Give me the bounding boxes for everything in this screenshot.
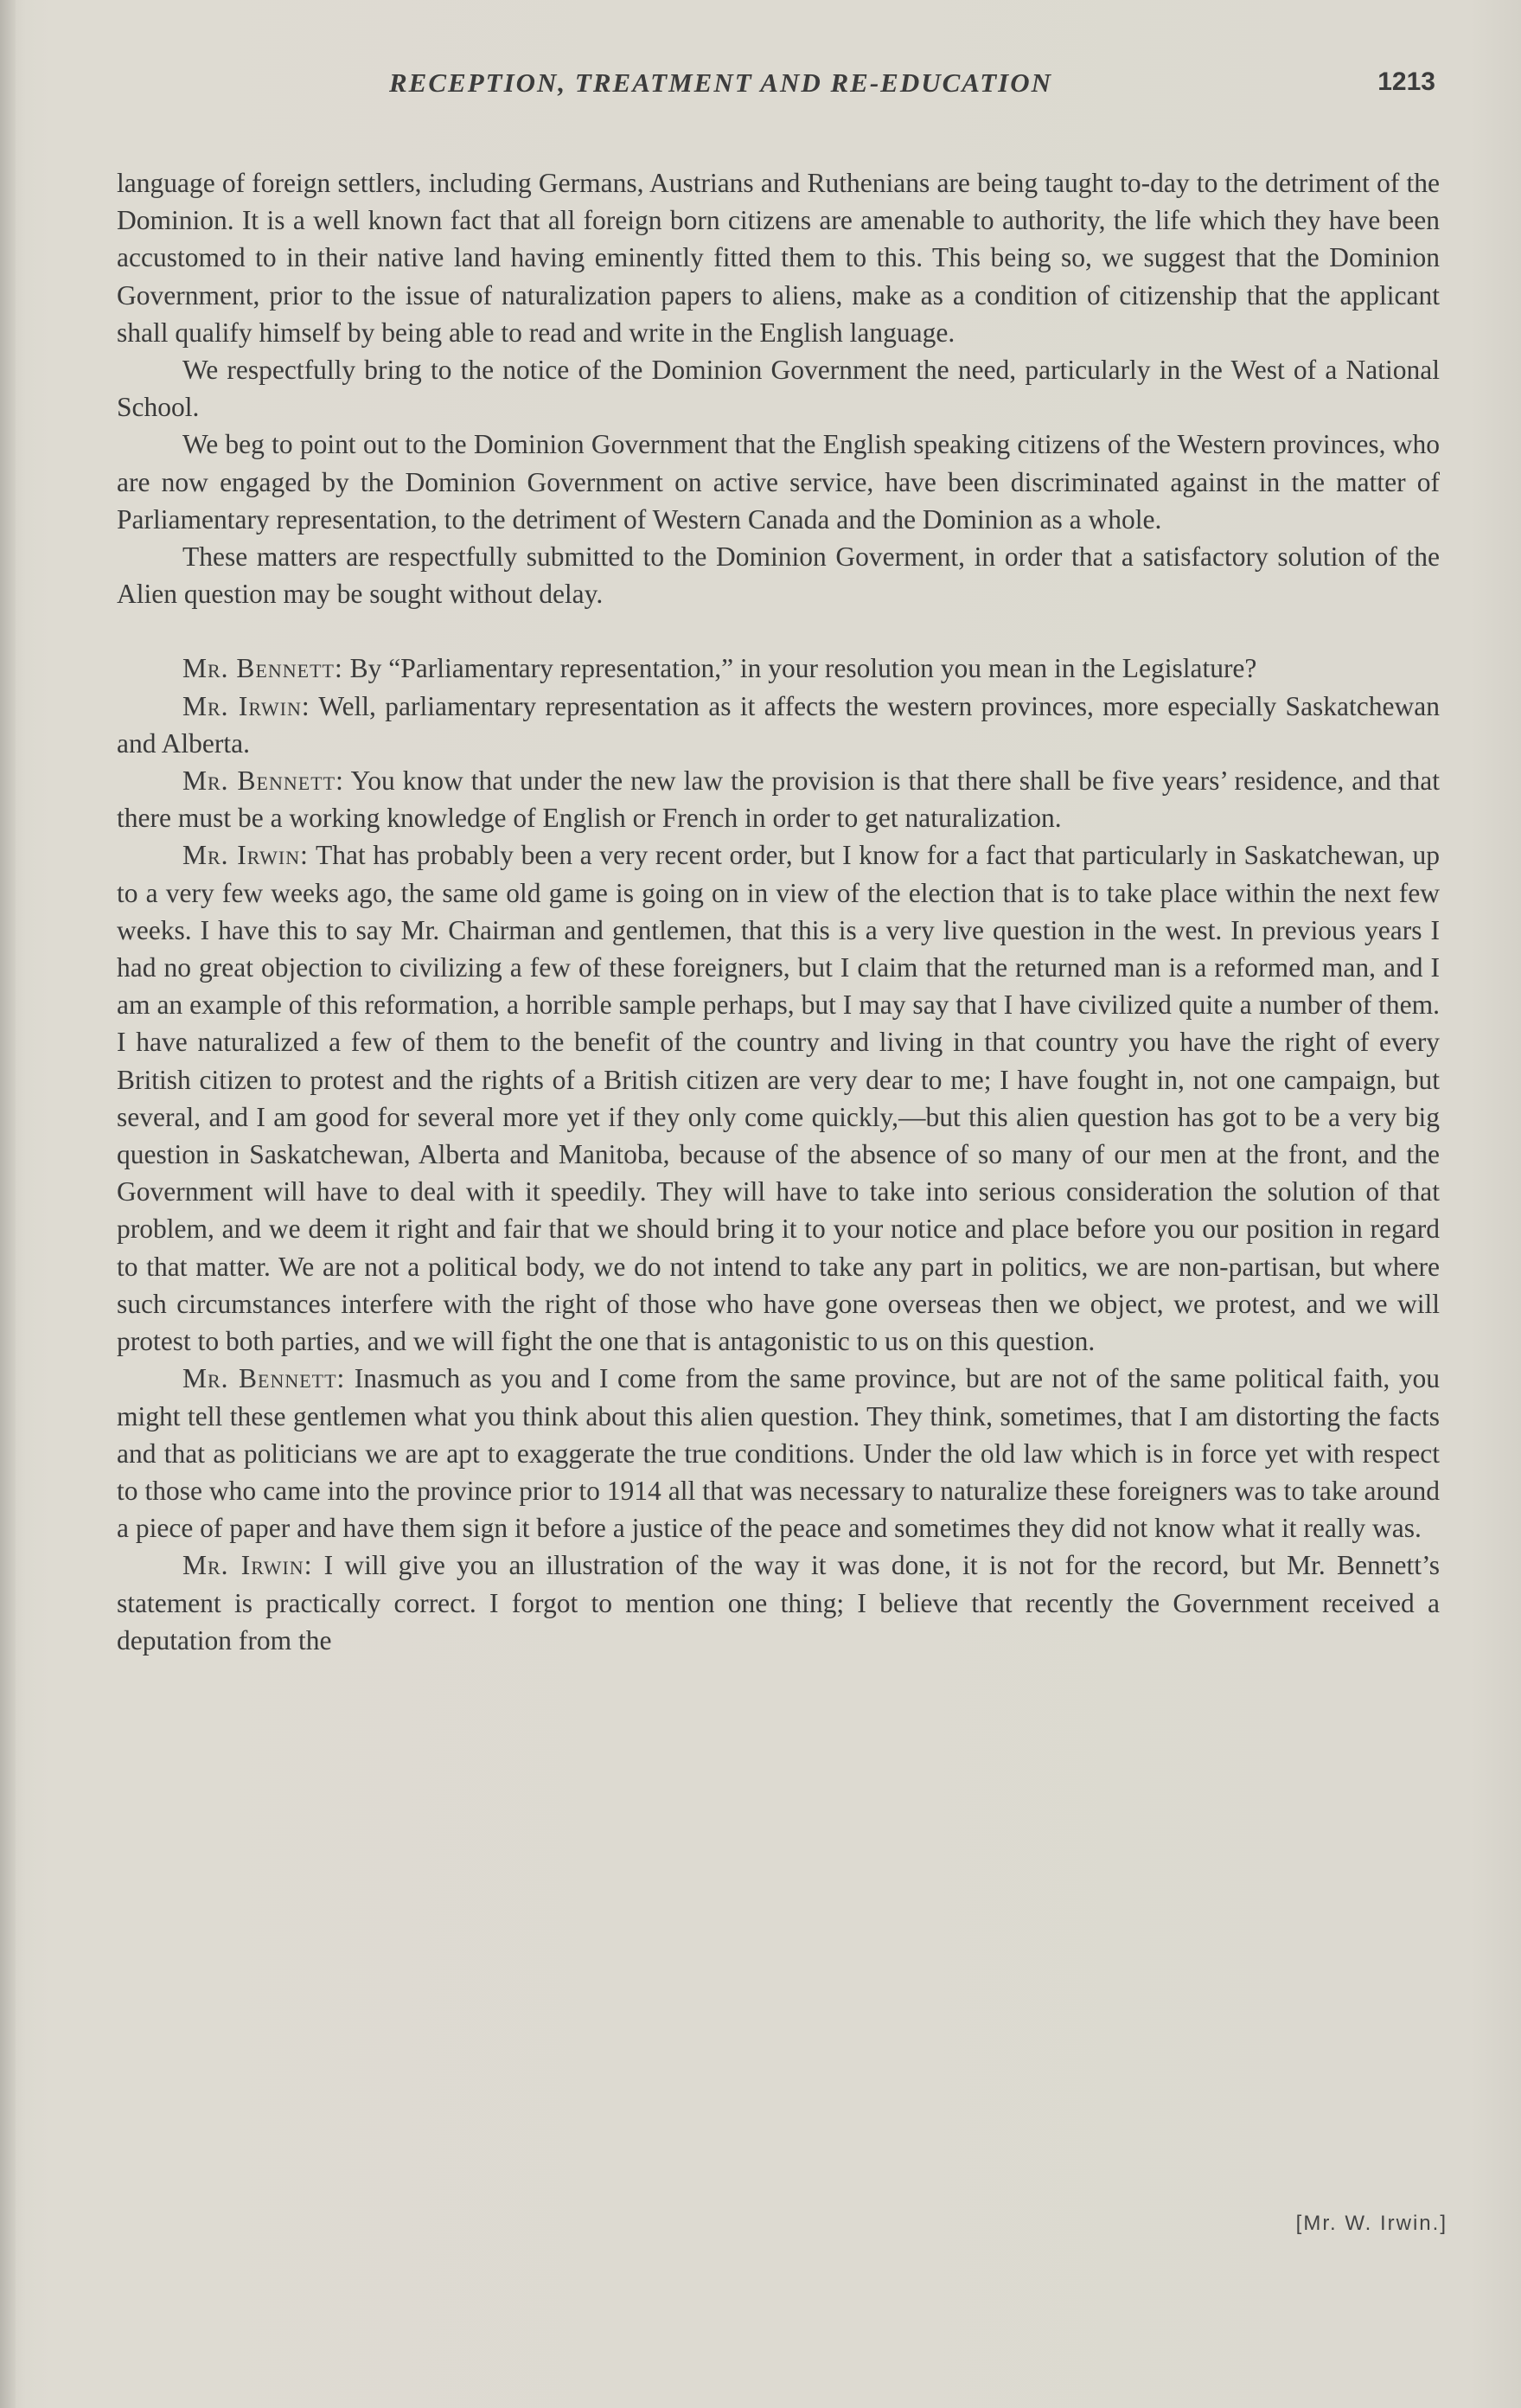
dialogue-paragraph	[117, 762, 1440, 836]
paragraph: These matters are respectfully submitted to the Dominion Goverment, in order that a satisfactory solution of the Alien question may be sought without delay.	[117, 541, 1440, 610]
paragraph: We respectfully bring to the notice of the Dominion Government the need, particularly in the West of a National School.	[117, 355, 1440, 423]
speech-text: Well, parliamentary representation as it affects the western provinces, more especially Saskatchewan and Alberta.	[117, 690, 1440, 759]
speaker-name: Mr. Irwin:	[182, 840, 309, 871]
speaker-reference: [Mr. W. Irwin.]	[1295, 2212, 1448, 2235]
speaker-name: Mr. Bennett:	[182, 1363, 346, 1394]
speaker-name: Mr. Irwin:	[182, 1550, 313, 1581]
body-text	[117, 164, 1440, 1659]
dialogue-paragraph	[117, 1547, 1440, 1659]
speaker-name: Mr. Bennett:	[182, 653, 343, 684]
speaker-name: Mr. Bennett:	[182, 765, 344, 797]
page-number: 1213	[1377, 67, 1435, 96]
speech-text: You know that under the new law the provision is that there shall be five years’ residence, and that there must be a working knowledge of English or French in order to get naturalization.	[117, 765, 1440, 834]
dialogue-paragraph	[117, 650, 1440, 687]
dialogue-paragraph	[117, 836, 1440, 1360]
dialogue-paragraph	[117, 1360, 1440, 1547]
page-header	[112, 67, 1435, 119]
paragraph: language of foreign settlers, including Germans, Austrians and Ruthenians are being taught to-day to the detriment of the Dominion. It is a well known fact that all foreign born citizens are amenable to authority, the life which they have been accustomed to in their native land having eminently fitted them to this. This being so, we suggest that the Dominion Government, prior to the issue of naturalization papers to aliens, make as a condition of citizenship that the applicant shall qualify himself by being able to read and write in the English language.	[117, 168, 1440, 348]
speaker-name: Mr. Irwin:	[182, 690, 310, 721]
dialogue-paragraph	[117, 688, 1440, 762]
speech-text: Inasmuch as you and I come from the same province, but are not of the same political faith, you might tell these gentlemen what you think about this alien question. They think, sometimes, that I am distorting the facts and that as politicians we are apt to exaggerate the true conditions. Under the old law which is in force yet with respect to those who came into the province prior to 1914 all that was necessary to naturalize these foreigners was to take around a piece of paper and have them sign it before a justice of the peace and sometimes they did not know what it really was.	[117, 1363, 1441, 1544]
speech-text: By “Parliamentary representation,” in your resolution you mean in the Legislature?	[349, 653, 1257, 684]
speech-text: That has probably been a very recent order, but I know for a fact that particularly in Saskatchewan, up to a very few weeks ago, the same old game is going on in view of the election that is to take place within the next few weeks. I have this to say Mr. Chairman and gentlemen, that this is a very live question in the west. In previous years I had no great objection to civilizing a few of these foreigners, but I claim that the returned man is a reformed man, and I am an example of this reformation, a horrible sample perhaps, but I may say that I have civilized quite a number of them. I have naturalized a few of them to the benefit of the country and living in that country you have the right of every British citizen to protest and the rights of a British citizen are very dear to me; I have fought in, not one campaign, but several, and I am good for several more yet if they only come quickly,—but this alien question has got to be a very big question in Saskatchewan, Alberta and Manitoba, because of the absence of so many of our men at the front, and the Government will have to deal with it speedily. They will have to take into serious consideration the solution of that problem, and we deem it right and fair that we should bring it to your notice and place before you our position in regard to that matter. We are not a political body, we do not intend to take any part in politics, we are non-partisan, but where such circumstances interfere with the right of those who have gone overseas then we object, we protest, and we will protest to both parties, and we will fight the one that is antagonistic to us on this question.	[117, 840, 1440, 1357]
page-binding-edge	[0, 0, 16, 2408]
speech-text: I will give you an illustration of the way it was done, it is not for the record, but Mr. Bennett’s statement is practically correct. I forgot to mention one thing; I believe that recently the Government received a deputation from the	[117, 1550, 1440, 1656]
paragraph: We beg to point out to the Dominion Government that the English speaking citizens of the Western provinces, who are now engaged by the Dominion Government on active service, have been discriminated against in the matter of Parliamentary representation, to the detriment of Western Canada and the Dominion as a whole.	[117, 429, 1440, 535]
running-head: RECEPTION, TREATMENT AND RE-EDUCATION	[389, 67, 1053, 98]
